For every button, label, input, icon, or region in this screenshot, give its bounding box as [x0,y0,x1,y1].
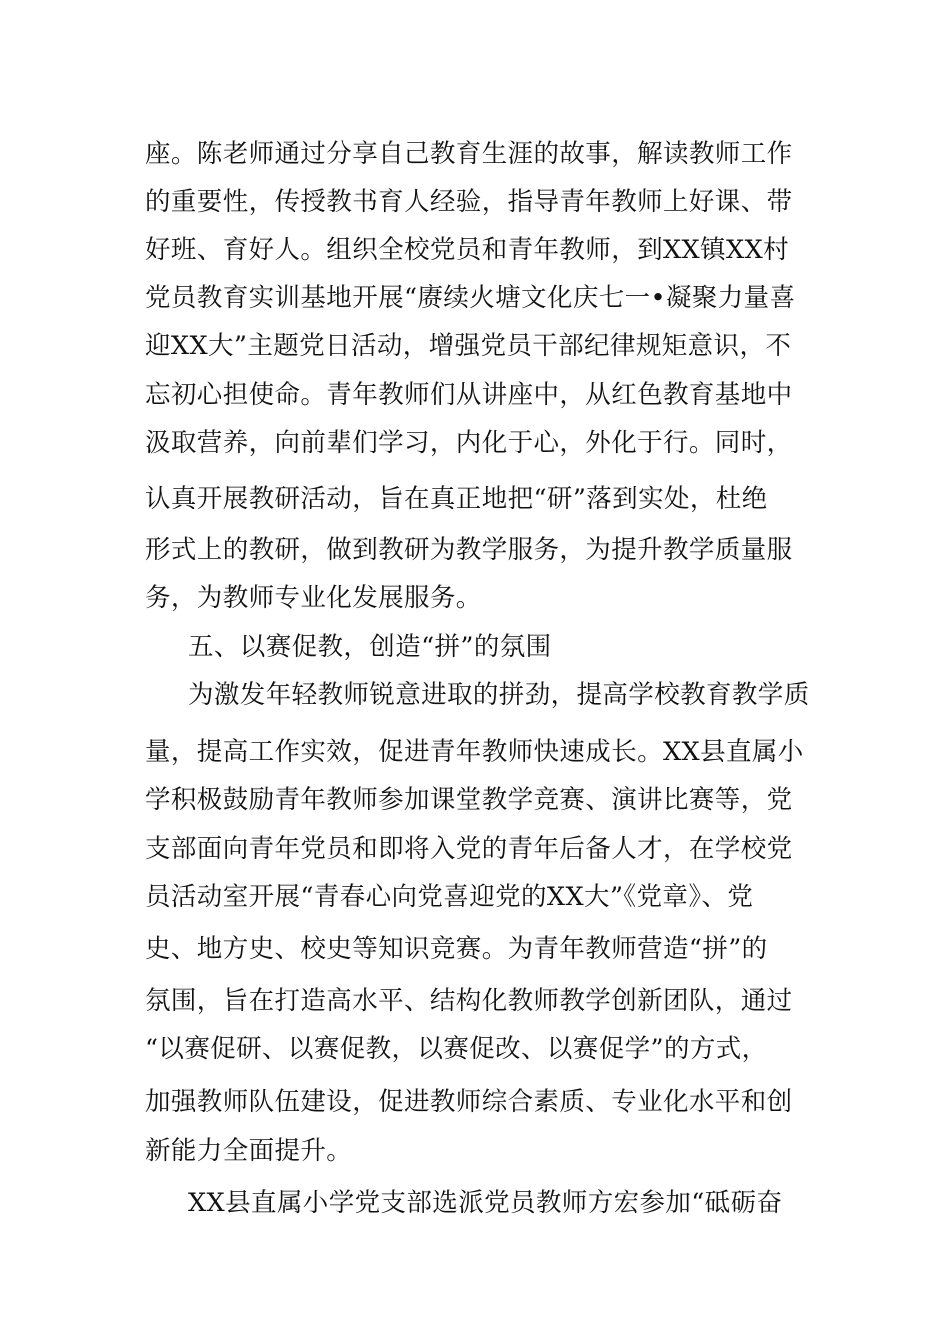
body-text-line: 认真开展教研活动，旨在真正地把“研”落到实处，杜绝 [145,484,768,514]
body-text-line: XX县直属小学党支部选派党员教师方宏参加“砥砺奋 [188,1188,783,1218]
body-text-line: 量，提高工作实效，促进青年教师快速成长。XX县直属小 [145,737,804,767]
body-text-line: “以赛促研、以赛促教，以赛促改、以赛促学”的方式， [145,1034,768,1064]
body-text-line: 新能力全面提升。 [145,1136,353,1166]
body-text-line: 员活动室开展“青春心向党喜迎党的XX大”《党章》、党 [145,882,754,912]
body-text-line: 加强教师队伍建设，促进教师综合素质、专业化水平和创 [145,1087,793,1117]
body-text-line: 党员教育实训基地开展“赓续火塘文化庆七一•凝聚力量喜 [145,283,796,313]
body-text-line: 好班、育好人。组织全校党员和青年教师，到XX镇XX村 [145,235,790,265]
body-text-line: 的重要性，传授教书育人经验，指导青年教师上好课、带 [145,187,793,217]
body-text-line: 忘初心担使命。青年教师们从讲座中，从红色教育基地中 [145,380,793,410]
body-text-line: 支部面向青年党员和即将入党的青年后备人才，在学校党 [145,834,793,864]
body-text-line: 为激发年轻教师锐意进取的拼劲，提高学校教育教学质 [188,680,810,710]
body-text-line: 氛围，旨在打造高水平、结构化教师教学创新团队，通过 [145,986,793,1016]
body-text-line: 史、地方史、校史等知识竞赛。为青年教师营造“拼”的 [145,934,768,964]
body-text-line: 迎XX大”主题党日活动，增强党员干部纪律规矩意识，不 [145,331,792,361]
body-text-line: 学积极鼓励青年教师参加课堂教学竞赛、演讲比赛等，党 [145,785,793,815]
body-text-line: 座。陈老师通过分享自己教育生涯的故事，解读教师工作 [145,139,793,169]
body-text-line: 务，为教师专业化发展服务。 [145,583,482,613]
section-heading: 五、以赛促教，创造“拼”的氛围 [188,632,552,662]
body-text-line: 汲取营养，向前辈们学习，内化于心，外化于行。同时， [145,428,793,458]
body-text-line: 形式上的教研，做到教研为教学服务，为提升教学质量服 [145,535,793,565]
